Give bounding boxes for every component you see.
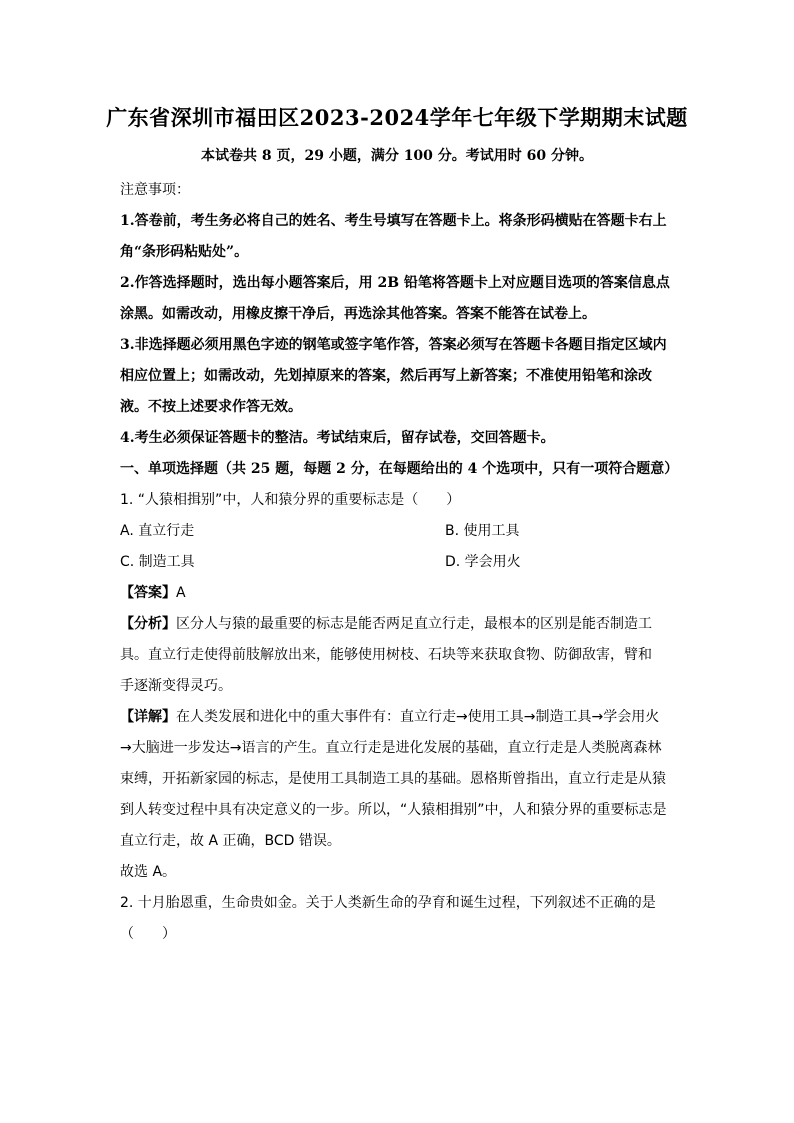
notice-item-3-line-3: 液。不按上述要求作答无效。 <box>120 399 302 415</box>
notice-item-3-line-1: 3.非选择题必须用黑色字迹的钢笔或签字笔作答，答案必须写在答题卡各题目指定区域内 <box>120 337 667 353</box>
question-1-option-b: B. 使用工具 <box>445 523 520 539</box>
page-subtitle: 本试卷共 8 页，29 小题，满分 100 分。考试用时 60 分钟。 <box>200 148 594 164</box>
notice-item-2-line-1: 2.作答选择题时，选出每小题答案后，用 2B 铅笔将答题卡上对应题目选项的答案信息点 <box>120 275 670 291</box>
question-2-stem-line-1: 2. 十月胎恩重，生命贵如金。关于人类新生命的孕育和诞生过程，下列叙述不正确的是 <box>120 895 656 911</box>
detail-text-1: 在人类发展和进化中的重大事件有：直立行走→使用工具→制造工具→学会用火 <box>176 709 660 725</box>
question-1-detail-line-2: →大脑进一步发达→语言的产生。直立行走是进化发展的基础，直立行走是人类脱离森林 <box>120 740 662 756</box>
question-1-conclusion: 故选 A。 <box>120 864 177 880</box>
question-1-analysis-line-1 <box>120 613 680 633</box>
question-1-analysis-line-3: 手逐渐变得灵巧。 <box>120 678 232 694</box>
question-1-option-d: D. 学会用火 <box>445 554 521 570</box>
answer-tag: 【答案】 <box>120 585 176 601</box>
question-1-analysis-line-2: 具。直立行走使得前肢解放出来，能够使用树枝、石块等来获取食物、防御敌害，臂和 <box>120 647 652 663</box>
notice-item-4-line-1: 4.考生必须保证答题卡的整洁。考试结束后，留存试卷，交回答题卡。 <box>120 430 555 446</box>
question-1-option-c: C. 制造工具 <box>120 554 195 570</box>
notice-item-2-line-2: 涂黑。如需改动，用橡皮擦干净后，再选涂其他答案。答案不能答在试卷上。 <box>120 306 596 322</box>
page-title: 广东省深圳市福田区2023-2024学年七年级下学期期末试题 <box>106 105 688 130</box>
notice-heading: 注意事项： <box>120 182 190 198</box>
notice-item-1-line-1: 1.答卷前，考生务必将自己的姓名、考生号填写在答题卡上。将条形码横贴在答题卡右上 <box>120 213 667 229</box>
notice-item-1-line-2: 角“条形码粘贴处”。 <box>120 244 249 260</box>
question-2-stem-line-2: （ ） <box>120 926 176 942</box>
question-1-detail-line-5: 直立行走，故 A 正确，BCD 错误。 <box>120 833 341 849</box>
question-1-answer-line <box>120 582 680 602</box>
question-1-option-a: A. 直立行走 <box>120 523 195 539</box>
answer-value: A <box>176 585 186 601</box>
analysis-text-1: 区分人与猿的最重要的标志是能否两足直立行走，最根本的区别是能否制造工 <box>176 616 652 632</box>
question-1-detail-line-4: 到人转变过程中具有决定意义的一步。所以，“人猿相揖别”中，人和猿分界的重要标志是 <box>120 802 667 818</box>
analysis-tag: 【分析】 <box>120 616 176 632</box>
notice-item-3-line-2: 相应位置上；如需改动，先划掉原来的答案，然后再写上新答案；不准使用铅笔和涂改 <box>120 368 652 384</box>
detail-tag: 【详解】 <box>120 709 176 725</box>
section-1-heading: 一、单项选择题（共 25 题，每题 2 分，在每题给出的 4 个选项中，只有一项符合题意） <box>120 461 679 477</box>
question-1-stem: 1. “人猿相揖别”中，人和猿分界的重要标志是（ ） <box>120 492 461 508</box>
question-1-detail-line-3: 束缚，开拓新家园的标志，是使用工具制造工具的基础。恩格斯曾指出，直立行走是从猿 <box>120 771 666 787</box>
question-1-detail-line-1 <box>120 706 680 726</box>
